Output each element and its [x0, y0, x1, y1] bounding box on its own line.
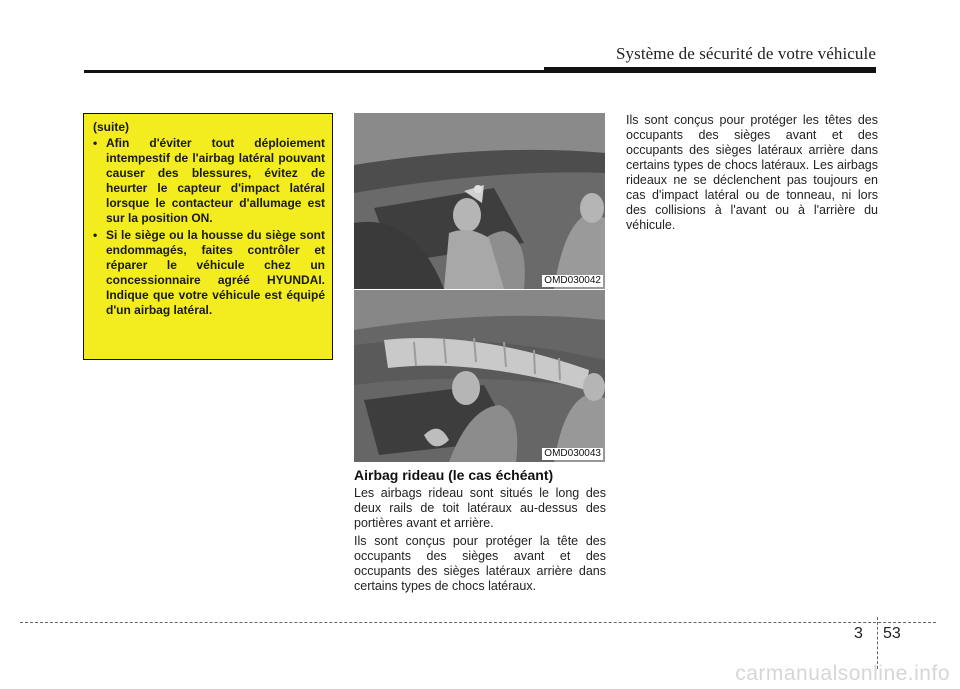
warning-item [93, 136, 325, 226]
warning-list [93, 136, 325, 318]
page-chapter: 3 [854, 625, 863, 642]
side-airbag-illustration [354, 113, 605, 289]
right-column-paragraph: Ils sont conçus pour protéger les têtes des occupants des sièges avant et des occupants des sièges latéraux arrière dans certains types de chocs latéraux. Les airbags rideaux ne se déclenchent pas toujours en cas d'impact latéral ou de tonneau, ni lors des collisions à l'avant ou à l'arrière du véhicule. [626, 113, 878, 232]
section-paragraph: Les airbags rideau sont situés le long des deux rails de toit latéraux au-dessus des portières avant et arrière. [354, 486, 606, 530]
figure-code: OMD030043 [544, 448, 601, 459]
header-title: Système de sécurité de votre véhicule [615, 44, 876, 63]
section-paragraph: Ils sont conçus pour protéger la tête des occupants des sièges avant et des occupants des sièges latéraux arrière dans certains types de chocs latéraux. [354, 534, 606, 593]
figure-code: OMD030042 [544, 275, 601, 286]
warning-item [93, 228, 325, 318]
page-number: 53 [883, 625, 901, 642]
curtain-airbag-illustration [354, 290, 605, 462]
warning-item-text: Afin d'éviter tout déploiement intempestif de l'airbag latéral pouvant causer des blessures, évitez de heurter le capteur d'impact latéral lorsque le contacteur d'allumage est sur la position ON. [106, 136, 325, 225]
header-rule-accent [544, 67, 876, 72]
bullet-icon: • [93, 136, 98, 150]
warning-item-text: Si le siège ou la housse du siège sont endommagés, faites contrôler et réparer le véhicule chez un concessionnaire agréé HYUNDAI. Indique que votre véhicule est équipé d'un airbag latéral. [106, 228, 325, 317]
warning-suite-label: (suite) [93, 120, 129, 134]
car-interior-image [354, 113, 605, 289]
section-title: Airbag rideau (le cas échéant) [354, 467, 554, 483]
watermark: carmanualsonline.info [735, 662, 950, 685]
warning-box [83, 113, 333, 360]
footer-rule [20, 622, 936, 623]
car-interior-image [354, 290, 605, 462]
bullet-icon: • [93, 228, 98, 242]
